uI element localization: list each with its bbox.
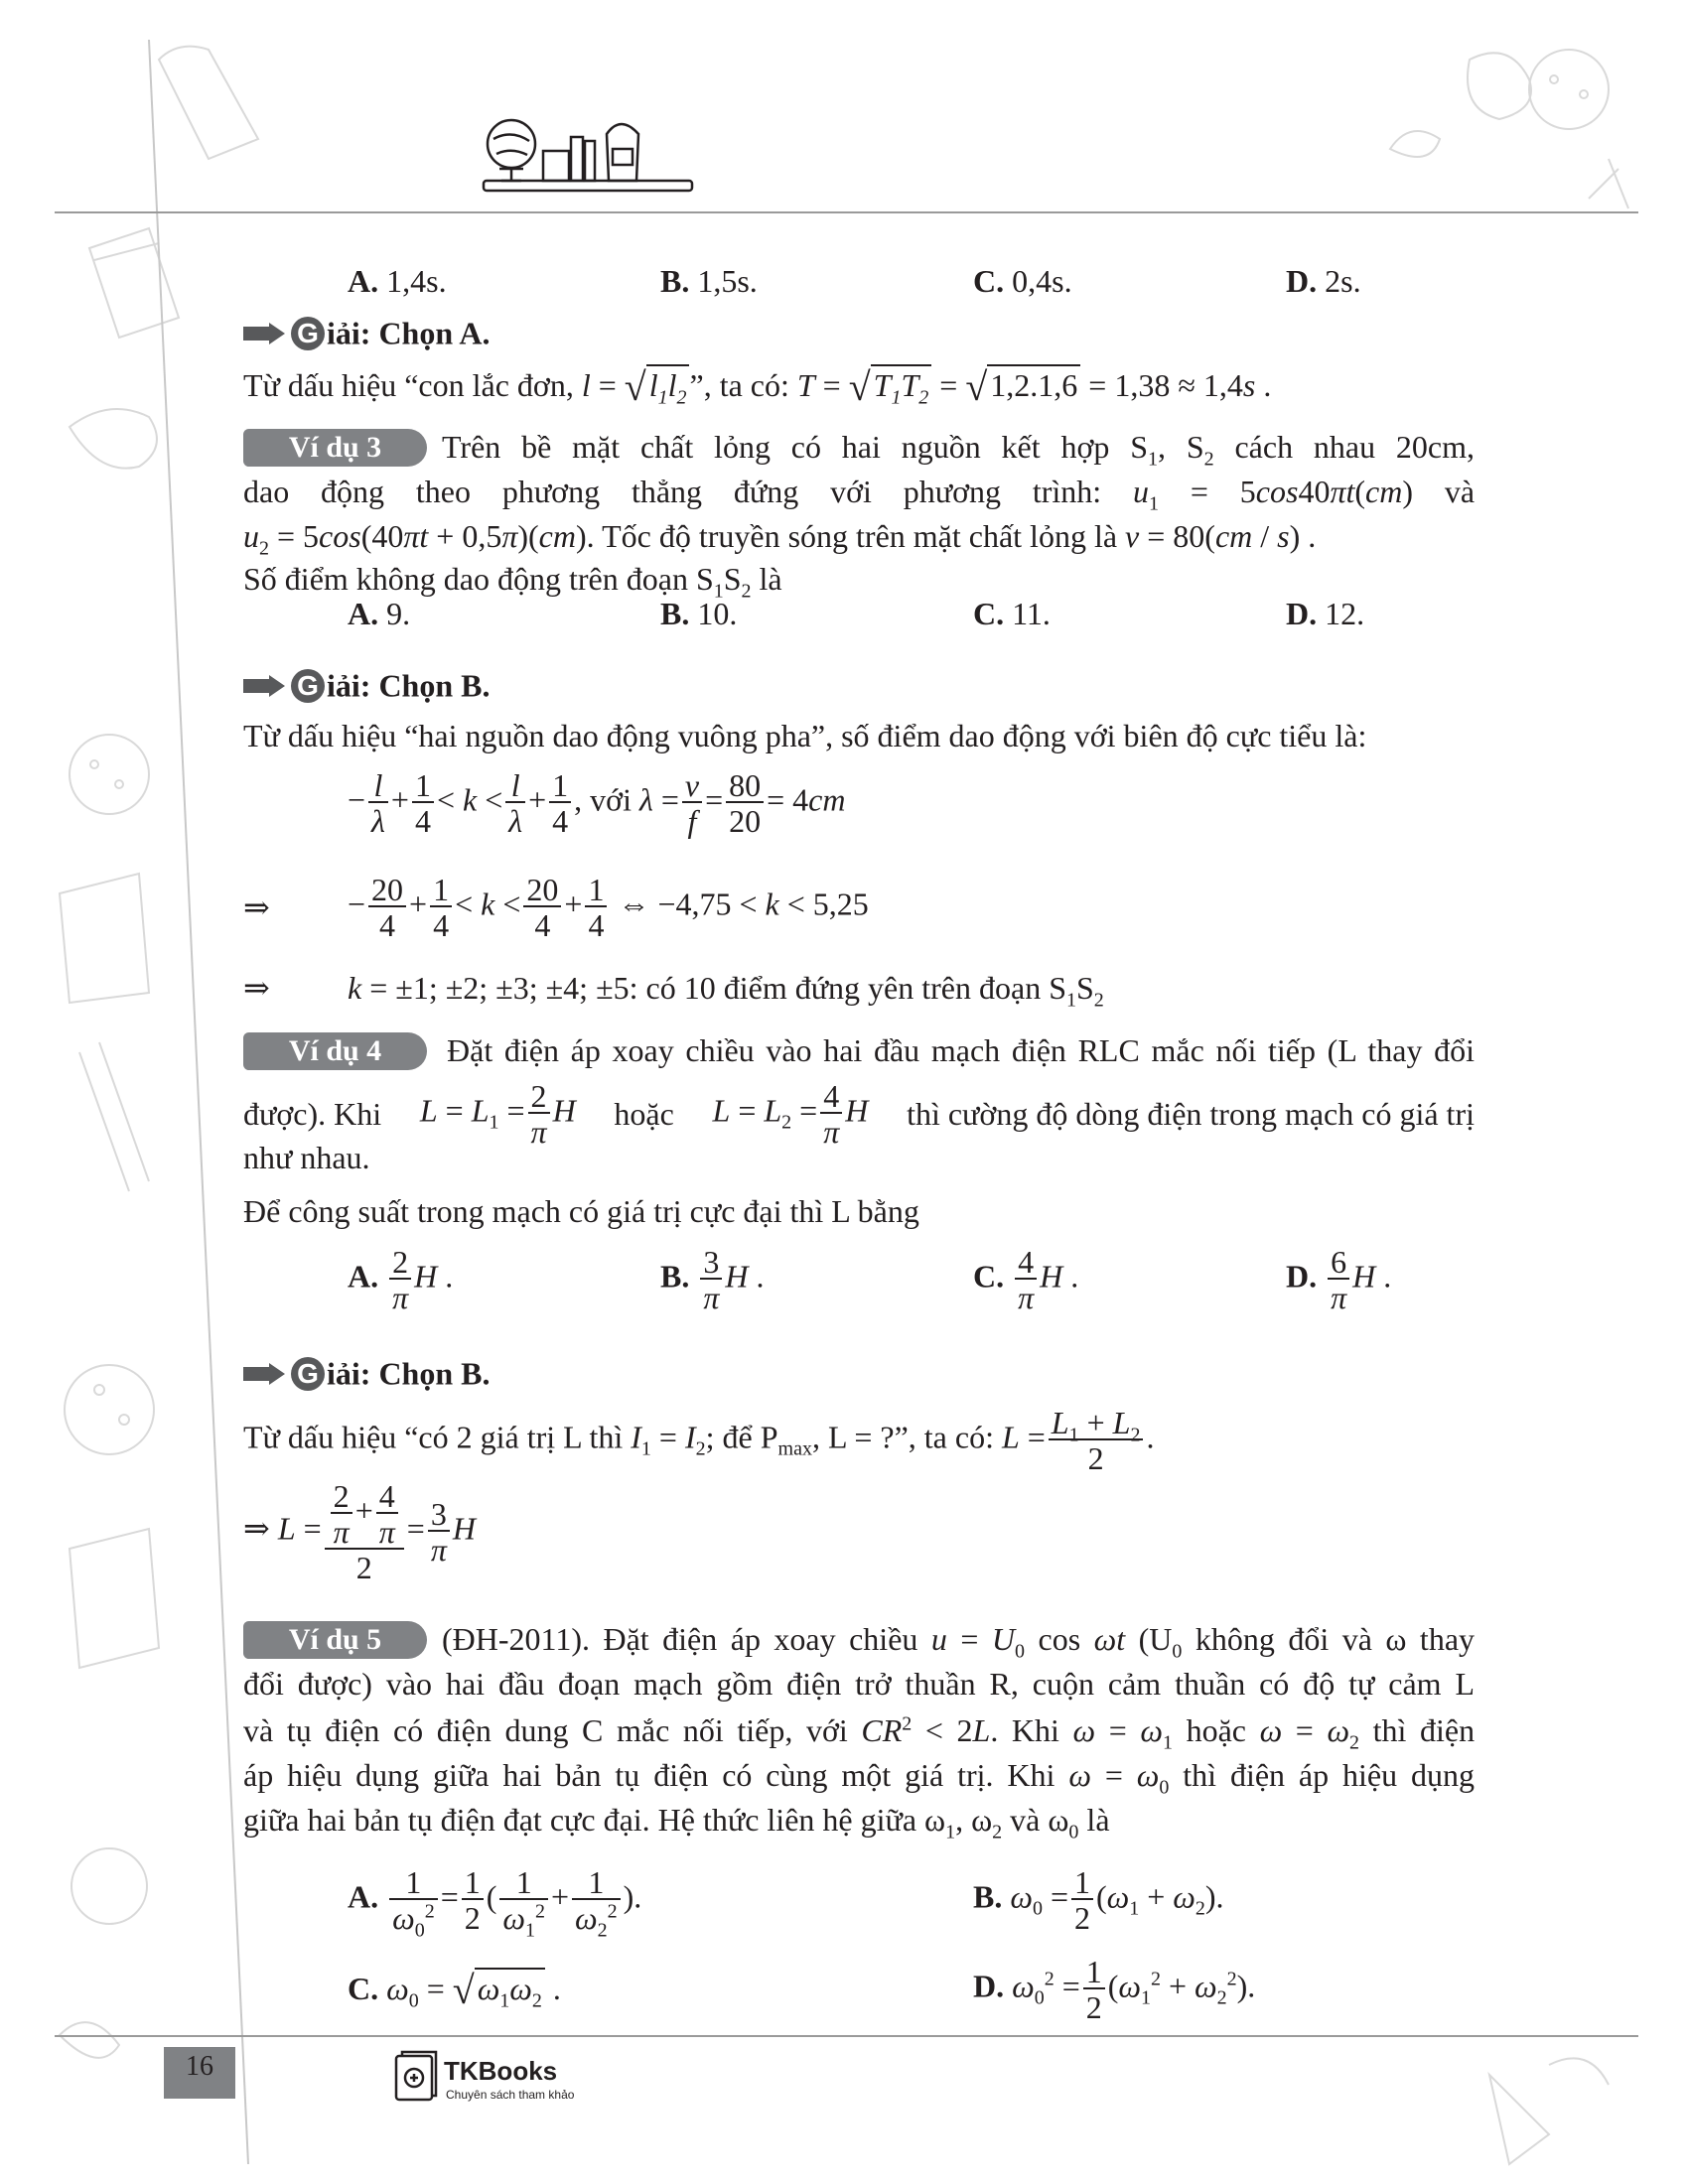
q5-option-c: C. $\omega_0 = √\omega_1\omega_2$ . <box>348 1968 561 2012</box>
q5-option-d: D. $\omega_0^2$ = $\frac{1}{2}$ $(\omega_1^2 + \omega_2^2)$. <box>973 1954 1256 2025</box>
brand-tagline: Chuyên sách tham khảo <box>446 2088 575 2102</box>
q3-line3: $u_2 = 5\cos(40\pi t + 0,5\pi)(cm)$. Tốc độ truyền sóng trên mặt chất lỏng là v = 80(cm / s) . <box>243 518 1317 560</box>
arrow-icon <box>243 675 285 697</box>
tkbooks-logo <box>392 2050 575 2111</box>
q5-line5: giữa hai bản tụ điện đạt cực đại. Hệ thức liên hệ giữa $\omega_1$, $\omega_2$ và $\omega_0$ là <box>243 1802 1110 1843</box>
q3-option-b: B. 10. <box>660 596 738 631</box>
q5-option-b: B. $\omega_0$ = $\frac{1}{2}$ $(\omega_1 + \omega_2)$. <box>973 1864 1224 1936</box>
q3-inequality-1: − $\frac{l}{\lambda}$ + $\frac{1}{4}$ < k < $\frac{l}{\lambda}$ + $\frac{1}{4}$ , với λ = $\frac{v}{f}$ = $\frac{80}{20}$ = 4cm <box>348 767 846 839</box>
q4-line2: được). Khi $L = L_1$ = $\frac{2}{\pi}$ H hoặc $L = L_2$ = $\frac{4}{\pi}$ H thì cường độ dòng điện trong mạch có giá trị <box>243 1078 1475 1150</box>
page-number: 16 <box>164 2047 235 2099</box>
example-3-badge: Ví dụ 3 <box>243 429 427 467</box>
q5-line2: đổi được) vào hai đầu đoạn mạch gồm điện trở thuần R, cuộn cảm thuần có độ tự cảm L <box>243 1666 1475 1702</box>
q3-option-c: C. 11. <box>973 596 1051 631</box>
q2-answer-heading: G iải: Chọn A. <box>243 308 490 356</box>
q5-option-a: A. $\frac{1}{\omega_0^2}$ = $\frac{1}{2}$ ( $\frac{1}{\omega_1^2}$ + $\frac{1}{\omega_2^2}$ ). <box>348 1864 642 1942</box>
q4-solution-result: ⇒ L = $\frac{2}{\pi}$ + $\frac{4}{\pi}$ 2 = $\frac{3}{\pi}$ H <box>243 1478 476 1585</box>
brand-name: TKBooks <box>444 2056 558 2086</box>
q2-option-c: C. 0,4s. <box>973 263 1072 299</box>
q4-line1: Đặt điện áp xoay chiều vào hai đầu mạch điện RLC mắc nối tiếp (L thay đổi <box>447 1032 1475 1068</box>
q3-option-a: A. 9. <box>348 596 411 631</box>
arrow-icon <box>243 1363 285 1385</box>
example-4-badge: Ví dụ 4 <box>243 1032 427 1070</box>
q3-answer-heading: G iải: Chọn B. <box>243 660 490 709</box>
q4-option-c: C. $\frac{4}{\pi}$ H . <box>973 1244 1079 1315</box>
q5-line1: (ĐH-2011). Đặt điện áp xoay chiều $u = U_0$ cos ωt ($U_0$ không đổi và ω thay <box>442 1621 1476 1663</box>
q4-line3: như nhau. <box>243 1140 370 1175</box>
top-rule <box>55 211 1638 213</box>
q2-option-b: B. 1,5s. <box>660 263 758 299</box>
q4-solution-line: Từ dấu hiệu “có 2 giá trị L thì $I_1 = I_2$; để $P_{max}$, L = ?”, ta có: L = $\frac{L_1 + L_2}{2}$ . <box>243 1405 1155 1476</box>
q3-line4: Số điểm không dao động trên đoạn $S_1S_2$ là <box>243 561 782 603</box>
q5-line4: áp hiệu dụng giữa hai bản tụ điện có cùng một giá trị. Khi $\omega = \omega_0$ thì điện áp hiệu dụng <box>243 1757 1476 1799</box>
q3-option-d: D. 12. <box>1286 596 1365 631</box>
q2-option-a: A. 1,4s. <box>348 263 447 299</box>
q4-option-a: A. $\frac{2}{\pi}$ H . <box>348 1244 454 1315</box>
q4-option-d: D. $\frac{6}{\pi}$ H . <box>1286 1244 1392 1315</box>
arrow-icon <box>243 323 285 344</box>
q3-line1: Trên bề mặt chất lỏng có hai nguồn kết hợp $S_1$, $S_2$ cách nhau 20cm, <box>442 429 1476 471</box>
bottom-rule <box>55 2035 1638 2037</box>
q4-option-b: B. $\frac{3}{\pi}$ H . <box>660 1244 765 1315</box>
q5-line3: và tụ điện có điện dung C mắc nối tiếp, với $CR^2 < 2L$. Khi $\omega = \omega_1$ hoặc $\omega = \omega_2$ thì điện <box>243 1712 1476 1754</box>
q3-solution-intro: Từ dấu hiệu “hai nguồn dao động vuông pha”, số điểm dao động với biên độ cực tiểu là: <box>243 718 1367 753</box>
q2-option-d: D. 2s. <box>1286 263 1361 299</box>
q3-conclusion: ⇒ k = ±1; ±2; ±3; ±4; ±5: có 10 điểm đứng yên trên đoạn $S_1S_2$ <box>243 970 1104 1012</box>
book-logo-icon <box>392 2050 440 2106</box>
q2-solution-line: Từ dấu hiệu “con lắc đơn, $l = √l_1l_2$”, ta có: $T = √T_1T_2 = √1,2.1,6 = 1,38 \approx 1,4s$ . <box>243 364 1272 409</box>
q3-inequality-2: ⇒ − $\frac{20}{4}$ + $\frac{1}{4}$ < k < $\frac{20}{4}$ + $\frac{1}{4}$ ⇔ −4,75 < k < 5,25 <box>243 872 869 943</box>
q3-line2: dao động theo phương thẳng đứng với phương trình: $u_1 = 5\cos 40\pi t(cm)$ và <box>243 474 1476 515</box>
q4-line4: Để công suất trong mạch có giá trị cực đại thì L bằng <box>243 1193 919 1229</box>
example-5-badge: Ví dụ 5 <box>243 1621 427 1659</box>
q4-answer-heading: G iải: Chọn B. <box>243 1348 490 1397</box>
header-shelf-illustration <box>482 109 695 199</box>
